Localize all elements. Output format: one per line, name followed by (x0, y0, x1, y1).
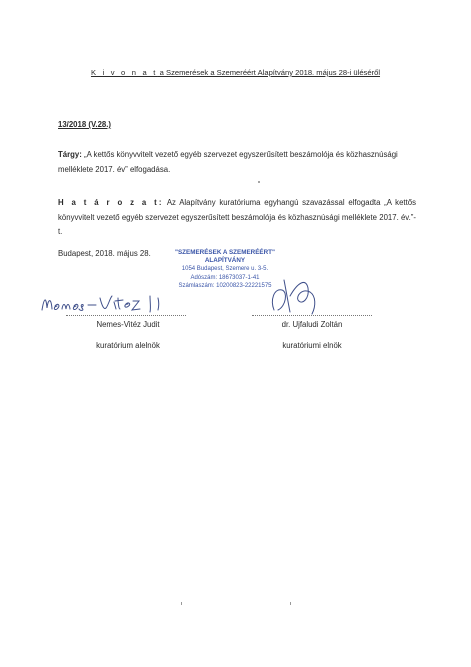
right-signer-name: dr. Ujfaludi Zoltán (281, 320, 343, 329)
resolution-number: 13/2018 (V.28.) (58, 120, 112, 129)
signature-line-right (252, 315, 372, 316)
stamp-line-2: ALAPÍTVÁNY (204, 257, 246, 265)
signature-line-left (66, 315, 186, 316)
title-spaced-word: K i v o n a t (90, 68, 158, 77)
decision-paragraph (58, 196, 416, 240)
left-signer-name: Nemes-Vitéz Judit (96, 320, 160, 329)
date-line: Budapest, 2018. május 28. (58, 249, 151, 258)
speck-mark (258, 181, 260, 183)
scan-tick-mark (290, 602, 291, 605)
foundation-stamp (165, 249, 285, 290)
title-rest: a Szemerések a Szemeréért Alapítvány 2018. május 28-i üléséről (157, 68, 381, 77)
document-title (0, 68, 471, 77)
decision-label: H a t á r o z a t: (58, 198, 164, 207)
stamp-line-1: "SZEMERÉSEK A SZEMERÉÉRT" (175, 249, 275, 256)
subject-paragraph (58, 148, 416, 177)
right-signer-role: kuratóriumi elnök (282, 341, 342, 350)
stamp-line-3: 1054 Budapest, Szemere u. 3-5. (181, 266, 269, 273)
left-signer-role: kuratórium alelnök (96, 341, 160, 350)
scan-tick-mark (181, 602, 182, 605)
subject-text: „A kettős könyvvitelt vezető egyéb szervezet egyszerűsített beszámolója és közhasznúsági melléklete 2017. év” elfogadása. (58, 150, 398, 174)
subject-label: Tárgy: (58, 150, 82, 159)
right-signature-scribble (268, 270, 328, 320)
stamp-line-5: Számlaszám: 10200823-22221575 (178, 282, 272, 289)
decision-text: Az Alapítvány kuratóriuma egyhangú szavazással elfogadta „A kettős könyvvitelt vezető egyéb szervezet egyszerűsített beszámolója és közhasznúsági melléklete 2017. év.”-t. (58, 198, 416, 237)
stamp-line-4: Adószám: 18673037-1-41 (190, 274, 260, 281)
